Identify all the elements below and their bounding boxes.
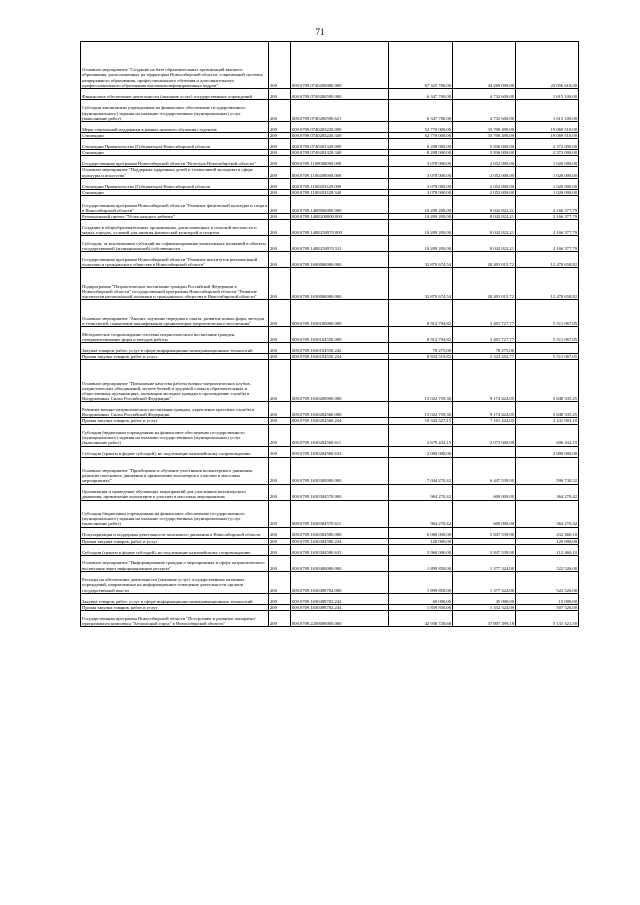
row-value1-cell: 964 270,42 xyxy=(389,484,453,500)
row-value3-cell: 1 026 000,00 xyxy=(516,178,579,189)
row-value1-cell: 8 912 794,82 xyxy=(389,327,453,343)
row-code-cell: 200 xyxy=(269,122,291,133)
row-kbk-cell: 000.0709.1630000000.000 xyxy=(291,268,389,300)
table-row xyxy=(81,555,579,571)
row-value1-cell: 2 000 000,00 xyxy=(389,446,453,457)
table-row xyxy=(81,300,579,327)
row-value2-cell: 8 042 822,21 xyxy=(453,196,516,214)
row-value1-cell: 52 770 000,00 xyxy=(389,122,453,133)
row-value3-cell: 5 511 067,05 xyxy=(516,327,579,343)
row-value2-cell: 37 807 399,18 xyxy=(453,611,516,627)
row-value3-cell: 364 270,42 xyxy=(516,484,579,500)
table-row xyxy=(81,343,579,354)
row-value3-cell: 5 511 067,05 xyxy=(516,300,579,327)
row-name-cell: Государственная программа Новосибирской области "Построение и развитие аппаратно-программного комплекса "Безопасный город" в Новосибирской области" xyxy=(81,611,269,627)
row-name-cell: Методическое сопровождение системы патриотического воспитания граждан, совершенствование форм и методов работы xyxy=(81,327,269,343)
row-code-cell: 200 xyxy=(269,457,291,484)
row-value3-cell: 19 069 510,00 xyxy=(516,133,579,139)
table-row xyxy=(81,446,579,457)
row-name-cell: Субсидии (гранты в форме субсидий), не подлежащие казначейскому сопровождению xyxy=(81,446,269,457)
row-value2-cell: 45 000,00 xyxy=(453,593,516,604)
row-name-cell: Основное мероприятие "Повышение качества работы военно-патриотических клубов, патриотических объединений, музеев боевой и трудовой славы в образовательных и общественных организациях, мотивации молодых граждан к прохождению службы в Вооруженных Силах Российской Федерации" xyxy=(81,360,269,402)
row-kbk-cell: 000.0709.1630204560.244 xyxy=(291,418,389,424)
row-name-cell: Стипендии xyxy=(81,189,269,195)
row-value1-cell: 8 208 000,00 xyxy=(389,139,453,150)
row-code-cell: 200 xyxy=(269,167,291,178)
row-code-cell: 200 xyxy=(269,571,291,593)
row-kbk-cell: 000.0709.0740200000.000 xyxy=(291,42,389,89)
row-value3-cell: 5 848 335,25 xyxy=(516,360,579,402)
row-kbk-cell: 000.0709.140E250970.000 xyxy=(291,220,389,236)
row-name-cell: Прочая закупка товаров, работ и услуг xyxy=(81,604,269,610)
row-value3-cell: 522 526,00 xyxy=(516,571,579,593)
row-value3-cell: 2 166 377,79 xyxy=(516,196,579,214)
row-code-cell: 200 xyxy=(269,402,291,418)
row-value3-cell: 232 460,10 xyxy=(516,527,579,538)
row-value3-cell: 5 511 067,05 xyxy=(516,354,579,360)
row-value3-cell: 12 478 658,82 xyxy=(516,268,579,300)
row-value1-cell: 2 679 432,15 xyxy=(389,424,453,446)
row-value1-cell: 15 022 759,30 xyxy=(389,402,453,418)
table-row xyxy=(81,327,579,343)
table-row xyxy=(81,500,579,527)
table-row xyxy=(81,457,579,484)
table-row xyxy=(81,236,579,252)
row-code-cell: 200 xyxy=(269,42,291,89)
table-row xyxy=(81,593,579,604)
row-value2-cell: 78 275,00 xyxy=(453,343,516,354)
row-value3-cell: 1 026 000,00 xyxy=(516,156,579,167)
row-value3-cell: 2 166 377,79 xyxy=(516,236,579,252)
row-code-cell: 200 xyxy=(269,133,291,139)
row-value2-cell: 600 000,00 xyxy=(453,484,516,500)
row-value3-cell: 1 026 000,00 xyxy=(516,167,579,178)
row-value2-cell: 44 269 090,00 xyxy=(453,42,516,89)
row-kbk-cell: 000.0709.1630104550.244 xyxy=(291,354,389,360)
table-row xyxy=(81,424,579,446)
row-value2-cell: 2 052 000,00 xyxy=(453,167,516,178)
table-row xyxy=(81,604,579,610)
row-value2-cell: 2 073 000,00 xyxy=(453,424,516,446)
row-value2-cell: 8 042 822,21 xyxy=(453,220,516,236)
row-value3-cell: 19 069 510,00 xyxy=(516,122,579,133)
row-code-cell: 200 xyxy=(269,220,291,236)
row-name-cell: Региональный проект "Успех каждого ребенка" xyxy=(81,214,269,220)
row-value3-cell: 15 000,00 xyxy=(516,593,579,604)
row-name-cell: Государственная программа Новосибирской области "Развитие физической культуры и спорта в Новосибирской области" xyxy=(81,196,269,214)
row-code-cell: 200 xyxy=(269,178,291,189)
table-row xyxy=(81,42,579,89)
row-name-cell: Стипендии Правительства (Губернатора) Новосибирской области xyxy=(81,139,269,150)
row-value1-cell: 3 078 000,00 xyxy=(389,178,453,189)
row-value1-cell: 8 208 000,00 xyxy=(389,150,453,156)
row-value2-cell: 2 052 000,00 xyxy=(453,189,516,195)
row-value3-cell: 1 026 000,00 xyxy=(516,189,579,195)
row-value3-cell: 23 056 610,00 xyxy=(516,42,579,89)
row-name-cell: Основное мероприятие "Информирование граждан о мероприятиях в сфере патриотического воспитания через информационные ресурсы" xyxy=(81,555,269,571)
row-name-cell: Расходы на обеспечение деятельности (оказание услуг) государственных казенных учреждений, направленные на информационное освещение деятельности органов государственной власти xyxy=(81,571,269,593)
row-kbk-cell: 000.0709.1630400000.000 xyxy=(291,555,389,571)
row-value3-cell: 2 166 377,79 xyxy=(516,214,579,220)
row-name-cell: Стипендии xyxy=(81,133,269,139)
row-value2-cell: 2 052 000,00 xyxy=(453,178,516,189)
row-value1-cell: 42 938 720,68 xyxy=(389,611,453,627)
row-kbk-cell: 000.0709.1630200000.000 xyxy=(291,360,389,402)
row-value1-cell: 1 839 850,00 xyxy=(389,604,453,610)
row-kbk-cell: 000.0709.0740200590.000 xyxy=(291,89,389,100)
row-kbk-cell: 000.0709.1630100000.000 xyxy=(291,300,389,327)
row-value3-cell: 2 000 000,00 xyxy=(516,446,579,457)
table-row xyxy=(81,252,579,268)
row-value1-cell: 10 209 200,00 xyxy=(389,214,453,220)
row-name-cell: Подпрограмма "Патриотическое воспитание граждан Российской Федерации в Новосибирской области" государственной программы Новосибирской области "Развитие институтов региональной политики и гражданского общества в Новосибирской области" xyxy=(81,268,269,300)
row-code-cell: 200 xyxy=(269,418,291,424)
row-kbk-cell: 000.0709.1630498702.000 xyxy=(291,571,389,593)
row-code-cell: 200 xyxy=(269,360,291,402)
row-value2-cell: 2 052 000,00 xyxy=(453,156,516,167)
row-code-cell: 200 xyxy=(269,196,291,214)
table-row xyxy=(81,571,579,593)
row-value1-cell: 10 209 200,00 xyxy=(389,236,453,252)
table-row xyxy=(81,402,579,418)
row-value2-cell: 5 836 000,00 xyxy=(453,139,516,150)
row-kbk-cell: 000.0709.0740200590.621 xyxy=(291,100,389,122)
row-code-cell: 200 xyxy=(269,446,291,457)
row-code-cell: 200 xyxy=(269,527,291,538)
row-value2-cell: 4 732 600,00 xyxy=(453,100,516,122)
row-kbk-cell: 000.0709.1630104550.000 xyxy=(291,327,389,343)
row-code-cell: 200 xyxy=(269,343,291,354)
table-row xyxy=(81,167,579,178)
row-value3-cell xyxy=(516,343,579,354)
row-code-cell: 200 xyxy=(269,500,291,527)
row-name-cell: Организация и проведение обучающих мероприятий для участников волонтерского движения, привлечение волонтеров к участию в массовых мероприятиях xyxy=(81,484,269,500)
row-value3-cell: 596 730,52 xyxy=(516,457,579,484)
row-value1-cell: 60 000,00 xyxy=(389,593,453,604)
row-kbk-cell: 000.0709.1630204560.611 xyxy=(291,424,389,446)
row-value2-cell: 5 847 539,90 xyxy=(453,544,516,555)
table-row xyxy=(81,527,579,538)
row-name-cell: Субсидии автономным учреждениям на финансовое обеспечение государственного (муниципального) задания на оказание государственных (муниципальных) услуг (выполнение работ) xyxy=(81,100,269,122)
table-row xyxy=(81,611,579,627)
row-value1-cell: 6 347 700,00 xyxy=(389,100,453,122)
row-kbk-cell: 000.0709.1630304570.611 xyxy=(291,500,389,527)
row-value1-cell: 1 899 850,00 xyxy=(389,571,453,593)
row-value1-cell: 15 022 759,30 xyxy=(389,360,453,402)
row-value2-cell: 33 700 490,00 xyxy=(453,133,516,139)
table-row xyxy=(81,156,579,167)
row-kbk-cell: 000.0709.0740203220.000 xyxy=(291,122,389,133)
row-value1-cell: 1 899 850,00 xyxy=(389,555,453,571)
row-kbk-cell: 000.0709.1630304580.000 xyxy=(291,527,389,538)
row-code-cell: 200 xyxy=(269,139,291,150)
row-name-cell: Финансовое обеспечение деятельности (оказание услуг) государственных учреждений xyxy=(81,89,269,100)
row-name-cell: Прочая закупка товаров, работ и услуг xyxy=(81,538,269,544)
row-value1-cell: 10 343 327,15 xyxy=(389,418,453,424)
row-value2-cell: 1 377 324,00 xyxy=(453,571,516,593)
row-value3-cell: 5 131 321,50 xyxy=(516,611,579,627)
row-name-cell: Прочая закупка товаров, работ и услуг xyxy=(81,354,269,360)
row-name-cell: Субсидии бюджетным учреждениям на финансовое обеспечение государственного (муниципального) задания на оказание государственных (муниципальных) услуг (выполнение работ) xyxy=(81,500,269,527)
row-value2-cell: 6 447 539,90 xyxy=(453,457,516,484)
row-value1-cell: 78 275,00 xyxy=(389,343,453,354)
row-code-cell: 200 xyxy=(269,555,291,571)
table-row xyxy=(81,89,579,100)
row-kbk-cell: 000.0709.1100203329.000 xyxy=(291,178,389,189)
row-name-cell: Субсидии (гранты в форме субсидий), не подлежащие казначейскому сопровождению xyxy=(81,544,269,555)
row-code-cell: 200 xyxy=(269,150,291,156)
row-name-cell: Закупка товаров, работ, услуг в сфере информационно-коммуникационных технологий xyxy=(81,343,269,354)
row-code-cell: 200 xyxy=(269,252,291,268)
row-kbk-cell: 000.0709.2200000000.000 xyxy=(291,611,389,627)
table-row xyxy=(81,544,579,555)
row-name-cell: Стипендии xyxy=(81,150,269,156)
table-row xyxy=(81,139,579,150)
row-code-cell: 200 xyxy=(269,604,291,610)
page-number: 71 xyxy=(315,27,325,37)
row-value1-cell: 67 325 700,00 xyxy=(389,42,453,89)
row-kbk-cell: 000.0709.140E200000.000 xyxy=(291,214,389,220)
row-value3-cell: 120 000,00 xyxy=(516,538,579,544)
row-code-cell: 200 xyxy=(269,300,291,327)
row-name-cell: Основное мероприятие "Анализ, изучение передового опыта, развитие новых форм, методов и технологий, повышение квалификации организаторов патриотического воспитания" xyxy=(81,300,269,327)
row-value3-cell: 3 241 903,10 xyxy=(516,418,579,424)
row-name-cell: Меры социальной поддержки в рамках целевого обучения студентов xyxy=(81,122,269,133)
row-code-cell: 200 xyxy=(269,327,291,343)
row-value1-cell: 32 879 674,54 xyxy=(389,268,453,300)
row-value3-cell: 2 372 000,00 xyxy=(516,150,579,156)
row-value2-cell xyxy=(453,446,516,457)
row-value3-cell: 364 270,42 xyxy=(516,500,579,527)
row-value1-cell: 32 879 674,54 xyxy=(389,252,453,268)
row-kbk-cell: 000.0709.1400000000.000 xyxy=(291,196,389,214)
row-code-cell: 200 xyxy=(269,538,291,544)
row-value2-cell: 3 401 727,77 xyxy=(453,300,516,327)
row-kbk-cell: 000.0709.0740203329.340 xyxy=(291,150,389,156)
table-row xyxy=(81,484,579,500)
table-row xyxy=(81,196,579,214)
row-value1-cell: 8 834 519,82 xyxy=(389,354,453,360)
row-value1-cell: 964 270,42 xyxy=(389,500,453,527)
row-code-cell: 200 xyxy=(269,593,291,604)
row-kbk-cell: 000.0709.1630104550.242 xyxy=(291,343,389,354)
row-name-cell: Создание в общеобразовательных организациях, расположенных в сельской местности и малых городах, условий для занятия физической культурой и спортом xyxy=(81,220,269,236)
row-code-cell: 200 xyxy=(269,268,291,300)
row-value1-cell: 10 209 200,00 xyxy=(389,196,453,214)
row-value2-cell: 8 042 822,21 xyxy=(453,214,516,220)
row-kbk-cell: 000.0709.1630300000.000 xyxy=(291,457,389,484)
row-kbk-cell: 000.0709.1630498702.244 xyxy=(291,604,389,610)
row-name-cell: Субсидии бюджетным учреждениям на финансовое обеспечение государственного (муниципального) задания на оказание государственных (муниципальных) услуг (выполнение работ) xyxy=(81,424,269,446)
row-code-cell: 200 xyxy=(269,89,291,100)
table-row xyxy=(81,360,579,402)
row-code-cell: 200 xyxy=(269,611,291,627)
row-value2-cell: 8 042 822,21 xyxy=(453,236,516,252)
row-value2-cell: 1 332 324,00 xyxy=(453,604,516,610)
row-value2-cell: 33 700 490,00 xyxy=(453,122,516,133)
row-kbk-cell: 000.0709.1600000000.000 xyxy=(291,252,389,268)
row-kbk-cell: 000.0709.0740203220.340 xyxy=(291,133,389,139)
row-name-cell: Государственная программа Новосибирской области "Развитие институтов региональной политики и гражданского общества в Новосибирской области" xyxy=(81,252,269,268)
row-value1-cell: 5 960 000,00 xyxy=(389,544,453,555)
row-name-cell: Государственная программа Новосибирской области "Культура Новосибирской области" xyxy=(81,156,269,167)
row-kbk-cell: 000.0709.1630304580.633 xyxy=(291,544,389,555)
row-value2-cell: 20 401 015,72 xyxy=(453,268,516,300)
row-code-cell: 200 xyxy=(269,100,291,122)
row-value1-cell: 3 078 000,00 xyxy=(389,189,453,195)
row-value2-cell: 1 377 324,00 xyxy=(453,555,516,571)
row-value2-cell: 9 174 424,05 xyxy=(453,402,516,418)
row-value3-cell: 1 615 100,00 xyxy=(516,89,579,100)
row-value1-cell: 7 044 270,42 xyxy=(389,457,453,484)
row-value1-cell: 10 209 200,00 xyxy=(389,220,453,236)
row-value3-cell: 507 526,00 xyxy=(516,604,579,610)
row-kbk-cell: 000.0709.1100000000.000 xyxy=(291,156,389,167)
row-value3-cell: 2 166 377,79 xyxy=(516,220,579,236)
row-code-cell: 200 xyxy=(269,189,291,195)
row-value1-cell: 52 770 000,00 xyxy=(389,133,453,139)
row-code-cell: 200 xyxy=(269,236,291,252)
row-value3-cell: 522 526,00 xyxy=(516,555,579,571)
table-row xyxy=(81,220,579,236)
budget-table xyxy=(80,41,579,627)
table-row xyxy=(81,178,579,189)
row-kbk-cell: 000.0709.0740203329.000 xyxy=(291,139,389,150)
row-value2-cell: 5 836 000,00 xyxy=(453,150,516,156)
row-value1-cell: 3 078 000,00 xyxy=(389,167,453,178)
row-value2-cell: 4 732 600,00 xyxy=(453,89,516,100)
table-row xyxy=(81,418,579,424)
row-value3-cell: 12 478 658,82 xyxy=(516,252,579,268)
row-value2-cell: 3 323 452,77 xyxy=(453,354,516,360)
table-row xyxy=(81,268,579,300)
row-value3-cell: 1 615 100,00 xyxy=(516,100,579,122)
row-value1-cell: 3 078 000,00 xyxy=(389,156,453,167)
row-value1-cell: 6 347 700,00 xyxy=(389,89,453,100)
row-name-cell: Стипендии Правительства (Губернатора) Новосибирской области xyxy=(81,178,269,189)
row-code-cell: 200 xyxy=(269,354,291,360)
row-code-cell: 200 xyxy=(269,484,291,500)
table-row xyxy=(81,354,579,360)
row-value1-cell: 6 080 000,00 xyxy=(389,527,453,538)
row-kbk-cell: 000.0709.140E250970.521 xyxy=(291,236,389,252)
row-kbk-cell: 000.0709.1630498702.242 xyxy=(291,593,389,604)
row-value2-cell: 9 174 424,05 xyxy=(453,360,516,402)
row-kbk-cell: 000.0709.1630304570.000 xyxy=(291,484,389,500)
row-value2-cell: 20 401 015,72 xyxy=(453,252,516,268)
row-name-cell: Основное мероприятие "Создание на базе образовательных организаций высшего образования, расположенных на территории Новосибирской области, современной системы непрерывного образования, профессионального обучения и дополнительного профессионального образования высококвалифицированных кадров" xyxy=(81,42,269,89)
table-row xyxy=(81,122,579,133)
row-kbk-cell: 000.0709.1100203329.340 xyxy=(291,189,389,195)
row-name-cell: Развитие военно-патриотического воспитания граждан, укрепление престижа службы в Вооруженных Силах Российской Федерации xyxy=(81,402,269,418)
row-value2-cell: 7 101 424,05 xyxy=(453,418,516,424)
row-value3-cell: 606 432,15 xyxy=(516,424,579,446)
row-value2-cell: 3 401 727,77 xyxy=(453,327,516,343)
row-code-cell: 200 xyxy=(269,424,291,446)
row-value2-cell: 600 000,00 xyxy=(453,500,516,527)
row-name-cell: Популяризация и поддержка деятельности поискового движения в Новосибирской области xyxy=(81,527,269,538)
row-name-cell: Прочая закупка товаров, работ и услуг xyxy=(81,418,269,424)
row-kbk-cell: 000.0709.1630204560.000 xyxy=(291,402,389,418)
row-value1-cell: 8 912 794,82 xyxy=(389,300,453,327)
row-name-cell: Закупка товаров, работ, услуг в сфере информационно-коммуникационных технологий xyxy=(81,593,269,604)
row-name-cell: Субсидии, за исключением субсидий на софинансирование капитальных вложений в объекты государственной (муниципальной) собственности xyxy=(81,236,269,252)
table-row xyxy=(81,214,579,220)
row-name-cell: Основное мероприятие "Поддержка одаренных детей и талантливой молодежи в сфере культуры и искусства" xyxy=(81,167,269,178)
row-code-cell: 200 xyxy=(269,156,291,167)
row-kbk-cell: 000.0709.1630304580.244 xyxy=(291,538,389,544)
row-value3-cell: 112 460,10 xyxy=(516,544,579,555)
row-code-cell: 200 xyxy=(269,544,291,555)
row-code-cell: 200 xyxy=(269,214,291,220)
row-name-cell: Основное мероприятие "Приобщение и обучение участников волонтерского движения, развитие поискового движения и привлечение волонтеров к участию в массовых мероприятиях" xyxy=(81,457,269,484)
row-value3-cell: 2 372 000,00 xyxy=(516,139,579,150)
row-value2-cell: 5 847 539,90 xyxy=(453,527,516,538)
table-row xyxy=(81,100,579,122)
row-kbk-cell: 000.0709.1100200000.000 xyxy=(291,167,389,178)
row-kbk-cell: 000.0709.1630204560.633 xyxy=(291,446,389,457)
row-value3-cell: 5 848 335,25 xyxy=(516,402,579,418)
row-value1-cell: 120 000,00 xyxy=(389,538,453,544)
